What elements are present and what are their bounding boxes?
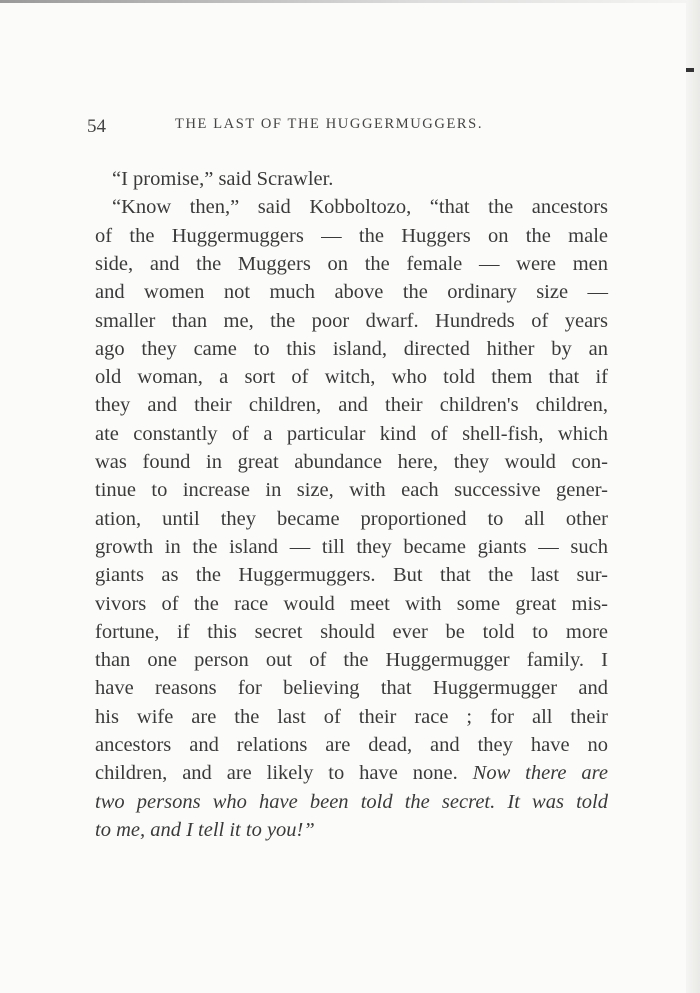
text-line: “I promise,” said Scrawler. — [112, 168, 334, 190]
text-line: than one person out of the Huggermugger family. I — [95, 649, 608, 672]
scan-top-edge — [0, 0, 700, 3]
running-title: THE LAST OF THE HUGGERMUGGERS. — [175, 116, 484, 132]
text-line: and women not much above the ordinary size — — [95, 281, 608, 304]
text-line: ancestors and relations are dead, and they have no — [95, 734, 608, 756]
text-line: his wife are the last of their race ; for all their — [95, 705, 608, 728]
text-line: vivors of the race would meet with some great mis- — [95, 592, 608, 615]
text-line: have reasons for believing that Huggermugger and — [95, 677, 608, 700]
scan-mark — [686, 68, 694, 72]
text-line: growth in the island — till they became giants — such — [95, 535, 608, 558]
text-italic: Now there are — [472, 762, 608, 785]
text-line: was found in great abundance here, they would con- — [95, 451, 608, 473]
text-line — [95, 817, 608, 843]
text-line: giants as the Huggermuggers. But that the last sur- — [95, 564, 608, 587]
text-line: smaller than me, the poor dwarf. Hundreds of years — [95, 309, 608, 332]
text-line: “Know then,” said Kobboltozo, “that the ancestors — [112, 196, 608, 219]
text-line: side, and the Muggers on the female — were men — [95, 252, 608, 275]
page-number: 54 — [87, 116, 106, 137]
text-line: tinue to increase in size, with each successive gener- — [95, 479, 608, 502]
text-line — [95, 760, 608, 786]
text-line: fortune, if this secret should ever be told to more — [95, 620, 608, 643]
text-line: ation, until they became proportioned to all other — [95, 507, 608, 530]
text-line: of the Huggermuggers — the Huggers on the male — [95, 224, 608, 247]
text-line — [95, 789, 608, 815]
text-roman: children, and are likely to have none. — [95, 762, 458, 785]
text-line: ago they came to this island, directed hither by an — [95, 337, 608, 360]
text-italic: to me, and I tell it to you!” — [95, 818, 315, 841]
page-edge-shadow — [686, 0, 700, 993]
text-line: old woman, a sort of witch, who told them that if — [95, 366, 608, 389]
text-italic: two persons who have been told the secret. It was told — [95, 790, 608, 813]
text-line: they and their children, and their children's children, — [95, 394, 608, 417]
text-line: ate constantly of a particular kind of shell-fish, which — [95, 422, 608, 445]
